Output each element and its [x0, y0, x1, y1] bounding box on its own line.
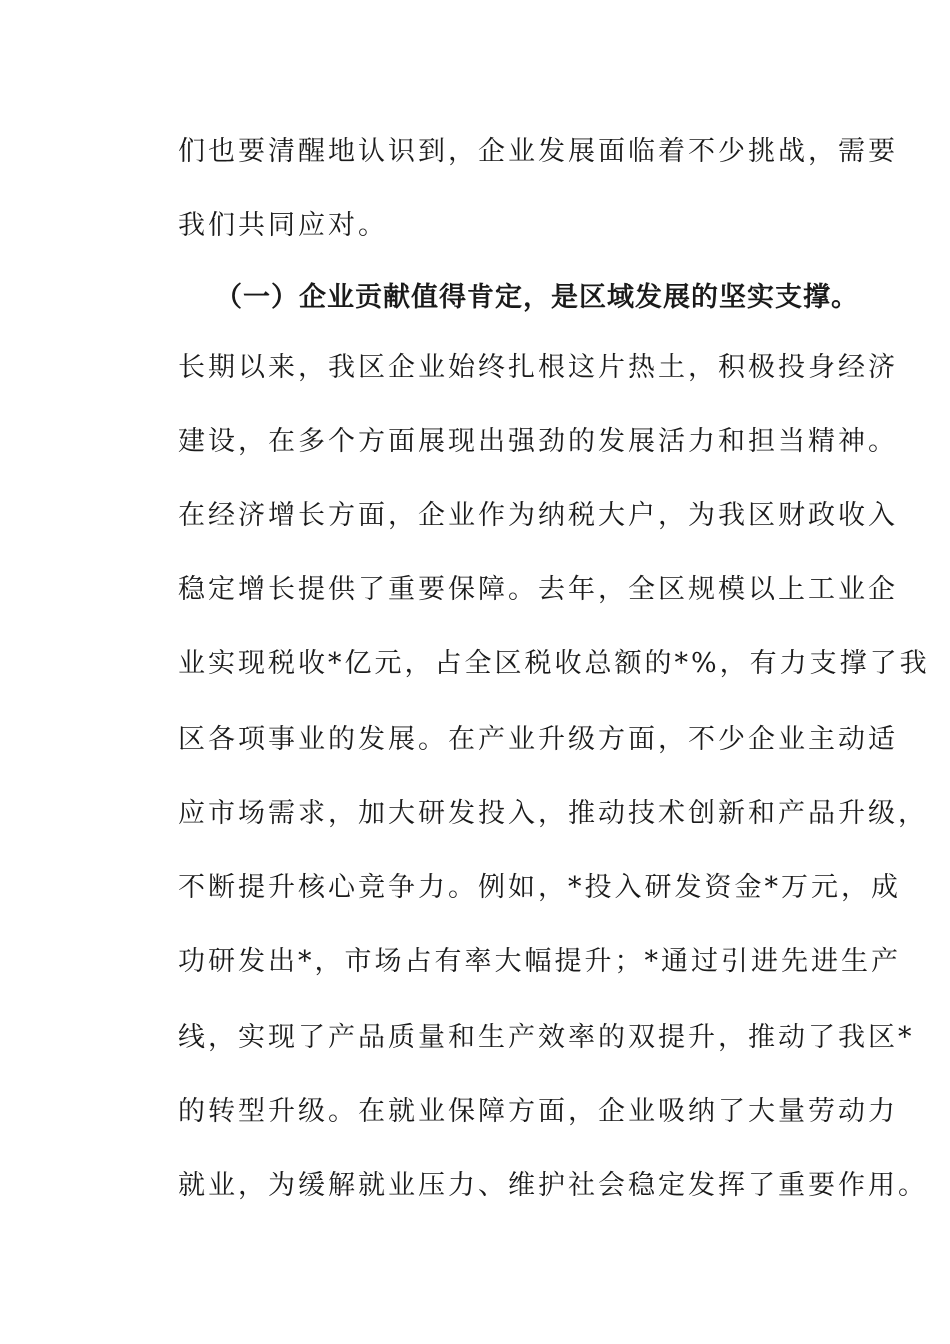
body-text-line: 们也要清醒地认识到，企业发展面临着不少挑战，需要	[178, 136, 898, 167]
body-text-line: 建设，在多个方面展现出强劲的发展活力和担当精神。	[178, 426, 898, 457]
body-text-line: 区各项事业的发展。在产业升级方面，不少企业主动适	[178, 724, 898, 755]
body-text-line: 应市场需求，加大研发投入，推动技术创新和产品升级，	[178, 798, 928, 829]
body-text-line: 在经济增长方面，企业作为纳税大户，为我区财政收入	[178, 500, 898, 531]
body-text-line: 稳定增长提供了重要保障。去年，全区规模以上工业企	[178, 574, 898, 605]
body-text-line: 就业，为缓解就业压力、维护社会稳定发挥了重要作用。	[178, 1170, 928, 1201]
body-text-line: 线，实现了产品质量和生产效率的双提升，推动了我区*	[178, 1022, 915, 1053]
body-text-line: 的转型升级。在就业保障方面，企业吸纳了大量劳动力	[178, 1096, 898, 1127]
body-text-line: 我们共同应对。	[178, 210, 388, 241]
body-text-line: 长期以来，我区企业始终扎根这片热土，积极投身经济	[178, 352, 898, 383]
body-text-line: 功研发出*，市场占有率大幅提升；*通过引进先进生产	[178, 946, 901, 977]
section-heading: （一）企业贡献值得肯定，是区域发展的坚实支撑。	[215, 282, 859, 313]
body-text-line: 业实现税收*亿元，占全区税收总额的*%，有力支撑了我	[178, 648, 930, 679]
body-text-line: 不断提升核心竞争力。例如，*投入研发资金*万元，成	[178, 872, 901, 903]
